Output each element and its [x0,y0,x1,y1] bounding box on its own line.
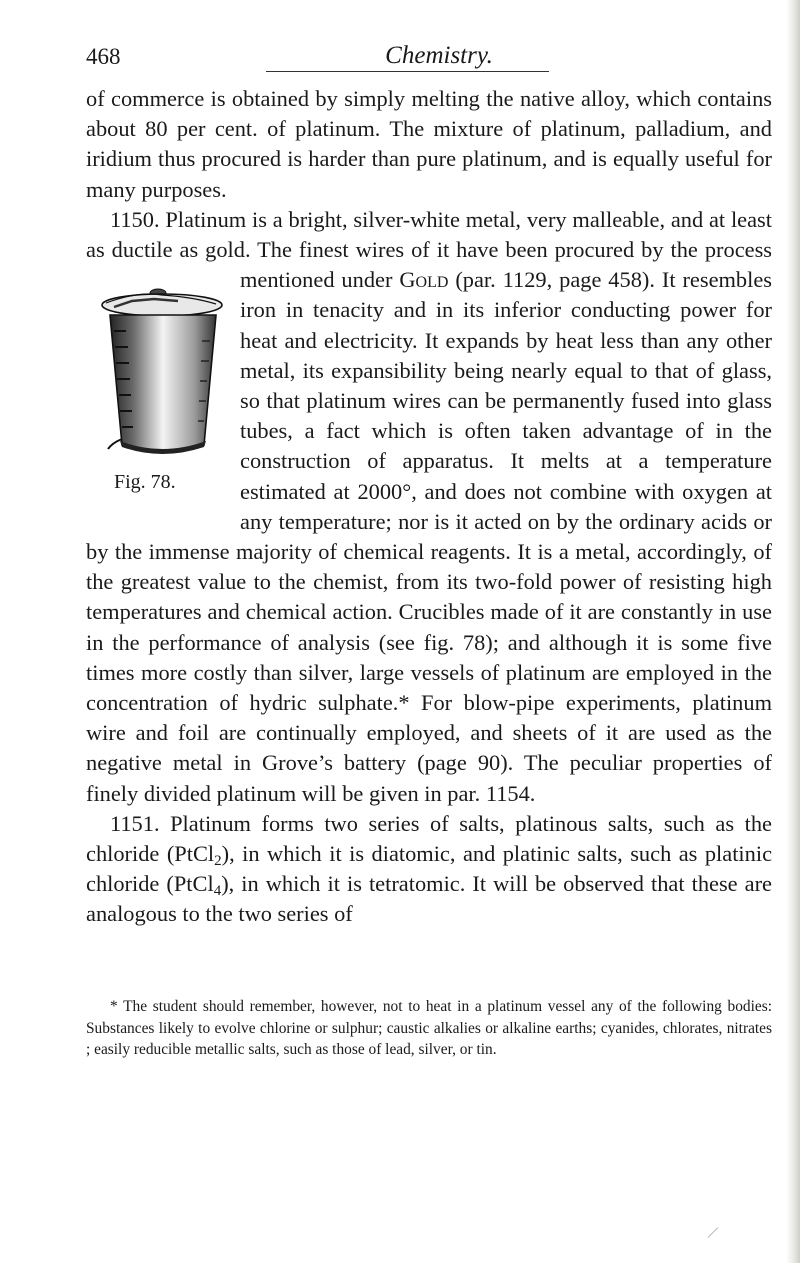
stray-pencil-mark [708,1227,719,1238]
gold-small-caps: Gold [399,267,449,293]
page-header [86,38,772,74]
body-text [86,84,772,930]
header-rule [266,71,549,72]
page-edge-shadow [786,0,800,1263]
paragraph-1150 [86,205,772,809]
subscript-2: 2 [214,853,222,870]
footnote [86,996,772,1061]
paragraph-1151-part-b: ), in which it is diatomic, and platinic salts, such as platinic chloride (PtCl [86,841,773,897]
figure-caption: Fig. 78. [114,471,176,494]
paragraph-1150-part-a: 1150. Platinum is a bright, silver-white metal, very malleable, and at least as ductile as gold. The finest wires of it have been procured by the process mentioned under [86,206,772,293]
paragraph-1151-part-c: ), in which it is tetratomic. It will be observed that these are analogous to the two series of [86,871,772,927]
paragraph-1151 [86,809,772,930]
paragraph-1151-part-a: 1151. Platinum forms two series of salts, platinous salts, such as the chloride (PtCl [86,810,772,867]
crucible-icon [98,271,224,461]
page-number: 468 [86,44,121,69]
running-title: Chemistry. [385,42,493,69]
paragraph-continuation: of commerce is obtained by simply melting the native alloy, which contains about 80 per cent. of platinum. The mixture of platinum, palladium, and iridium thus procured is harder than pure platinum, and is equally useful for many purposes. [86,86,772,202]
footnote-text: * The student should remember, however, not to heat in a platinum vessel any of the following bodies: Substances likely to evolve chlorine or sulphur; caustic alkalies or alkaline earths; cyanides, chlorates, nitrates ; easily reducible metallic salts, such as those of lead, silver, or tin. [86,998,772,1058]
figure-78 [86,265,232,509]
paragraph-1150-part-b: (par. 1129, page 458). It resembles iron in tenacity and in its inferior conducting power for heat and electricity. It expands by heat less than any other metal, its expansibility being nearly equal to that of glass, so that platinum wires can be permanently fused into glass tubes, a fact which is often taken advantage of in the construction of apparatus. It melts at a temperature estimated at 2000°, and does not combine with oxygen at any temperature; nor is it acted on by the ordinary acids or by the immense majority of chemical reagents. It is a metal, accordingly, of the greatest value to the chemist, from its two-fold power of resisting high temperatures and chemical action. Crucibles made of it are constantly in use in the performance of analysis (see fig. 78); and although it is some five times more costly than silver, large vessels of platinum are employed in the concentration of hydric sulphate.* For blow-pipe experiments, platinum wire and foil are continually employed, and sheets of it are used as the negative metal in Grove’s battery (page 90). The peculiar properties of finely divided platinum will be given in par. 1154. [86,267,772,806]
subscript-4: 4 [213,883,222,900]
